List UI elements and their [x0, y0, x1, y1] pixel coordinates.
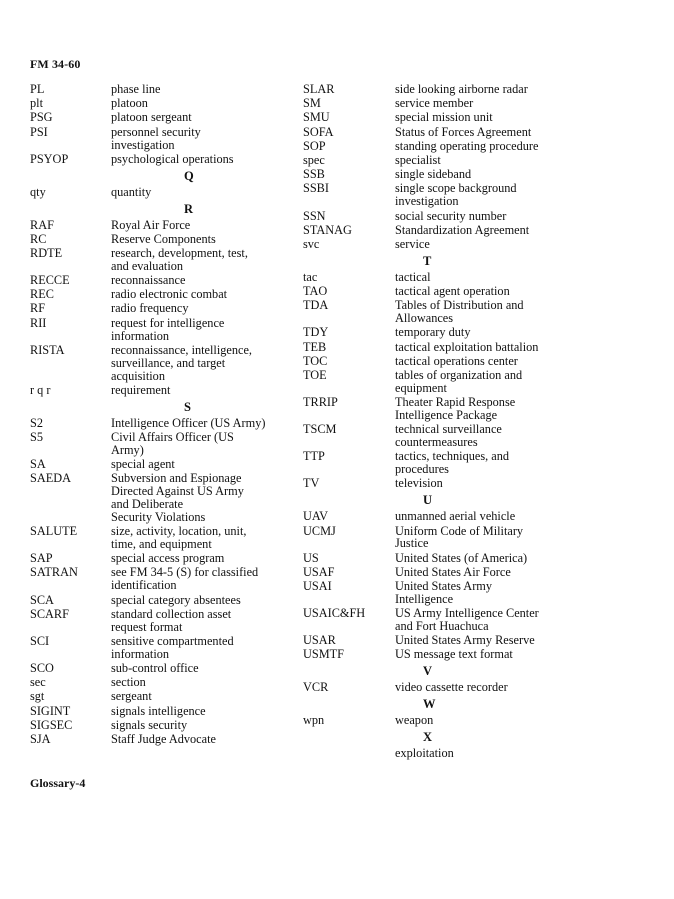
glossary-abbreviation: RISTA: [30, 342, 65, 357]
section-letter-x: X: [423, 730, 433, 745]
section-letter-v: V: [423, 664, 433, 679]
glossary-abbreviation: S5: [30, 429, 43, 444]
glossary-entry: [30, 153, 280, 166]
glossary-entry: [303, 140, 568, 153]
glossary-definition: United States Air Force: [395, 564, 511, 579]
glossary-abbreviation: SAP: [30, 551, 53, 566]
glossary-entry: [30, 458, 280, 471]
glossary-definition: sergeant: [111, 689, 152, 704]
glossary-definition: standing operating procedure: [395, 138, 539, 153]
glossary-definition: Standardization Agreement: [395, 222, 530, 237]
glossary-entry: [303, 355, 568, 368]
glossary-definition: United States Army Reserve: [395, 633, 535, 648]
glossary-abbreviation: tac: [303, 269, 318, 284]
section-letter-u: U: [423, 493, 433, 508]
glossary-entry: [30, 247, 280, 273]
glossary-definition: section: [111, 675, 146, 690]
section-letter-t: T: [423, 253, 432, 268]
glossary-definition: service member: [395, 96, 474, 111]
glossary-definition: tactical agent operation: [395, 284, 510, 299]
glossary-definition: quantity: [111, 184, 152, 199]
glossary-abbreviation: SCA: [30, 592, 54, 607]
glossary-definition: radio electronic combat: [111, 287, 228, 302]
glossary-abbreviation: sgt: [30, 689, 45, 704]
glossary-abbreviation: RC: [30, 231, 47, 246]
glossary-entry: [30, 608, 280, 634]
glossary-entry: [30, 552, 280, 565]
glossary-entry: [303, 210, 568, 223]
glossary-abbreviation: SATRAN: [30, 565, 78, 580]
glossary-abbreviation: sec: [30, 675, 46, 690]
glossary-definition: tactical operations center: [395, 353, 518, 368]
glossary-definition: single scope background investigation: [395, 181, 517, 209]
glossary-entry: [303, 747, 568, 760]
glossary-abbreviation: PL: [30, 82, 45, 96]
section-letter-s: S: [184, 399, 191, 414]
glossary-entry: [303, 238, 568, 251]
glossary-definition: special agent: [111, 457, 175, 471]
glossary-entry: [303, 525, 568, 551]
glossary-entry: [30, 344, 280, 383]
glossary-definition: social security number: [395, 208, 507, 223]
glossary-definition: platoon: [111, 96, 148, 111]
glossary-entry: [30, 317, 280, 343]
glossary-abbreviation: SSB: [303, 167, 325, 182]
glossary-definition: tactical: [395, 269, 431, 284]
glossary-definition: special category absentees: [111, 592, 241, 607]
page-footer-label: Glossary-4: [30, 776, 86, 790]
glossary-entry: [303, 634, 568, 647]
glossary-abbreviation: UAV: [303, 509, 329, 524]
glossary-abbreviation: qty: [30, 184, 46, 199]
glossary-definition: reconnaissance: [111, 273, 186, 288]
glossary-abbreviation: TOE: [303, 367, 327, 382]
glossary-abbreviation: SIGINT: [30, 703, 71, 718]
glossary-entry: [303, 580, 568, 606]
glossary-definition: specialist: [395, 153, 441, 168]
glossary-definition: tactical exploitation battalion: [395, 339, 539, 354]
glossary-entry: [303, 182, 568, 208]
glossary-entry: [30, 219, 280, 232]
glossary-abbreviation: SIGSEC: [30, 717, 73, 732]
glossary-definition: Intelligence Officer (US Army): [111, 415, 266, 430]
glossary-entry: [303, 450, 568, 476]
glossary-abbreviation: TRRIP: [303, 395, 338, 410]
glossary-definition: reconnaissance, intelligence, surveillance, and target acquisition: [111, 342, 253, 383]
glossary-definition: side looking airborne radar: [395, 82, 528, 96]
glossary-abbreviation: SOFA: [303, 124, 334, 139]
glossary-entry: [303, 341, 568, 354]
glossary-definition: unmanned aerial vehicle: [395, 509, 516, 524]
glossary-entry: [30, 302, 280, 315]
glossary-definition: technical surveillance countermeasures: [395, 422, 502, 450]
glossary-abbreviation: VCR: [303, 680, 329, 695]
glossary-abbreviation: SM: [303, 96, 321, 111]
glossary-entry: [30, 417, 280, 430]
glossary-entry: [303, 299, 568, 325]
section-letter-q: Q: [184, 168, 194, 183]
glossary-definition: Civil Affairs Officer (US Army): [111, 429, 234, 457]
glossary-definition: size, activity, location, unit, time, and equipment: [111, 524, 247, 552]
glossary-abbreviation: RF: [30, 301, 46, 316]
glossary-entry: [30, 83, 280, 96]
glossary-abbreviation: TAO: [303, 284, 328, 299]
glossary-abbreviation: SALUTE: [30, 524, 78, 539]
glossary-entry: [303, 607, 568, 633]
glossary-abbreviation: USAF: [303, 564, 335, 579]
glossary-definition: Staff Judge Advocate: [111, 731, 216, 746]
glossary-entry: [30, 111, 280, 124]
glossary-entry: [30, 472, 280, 524]
glossary-definition: temporary duty: [395, 325, 471, 340]
glossary-abbreviation: USMTF: [303, 647, 345, 662]
glossary-entry: [303, 510, 568, 523]
glossary-definition: Uniform Code of Military Justice: [395, 523, 524, 551]
glossary-definition: Status of Forces Agreement: [395, 124, 532, 139]
glossary-entry: [303, 126, 568, 139]
glossary-abbreviation: UCMJ: [303, 523, 336, 538]
glossary-definition: television: [395, 476, 443, 491]
glossary-definition: see FM 34-5 (S) for classified identification: [111, 565, 259, 593]
glossary-abbreviation: RII: [30, 315, 47, 330]
glossary-entry: [303, 552, 568, 565]
glossary-entry: [30, 431, 280, 457]
glossary-abbreviation: PSI: [30, 124, 48, 139]
glossary-definition: exploitation: [395, 746, 454, 761]
glossary-abbreviation: TSCM: [303, 422, 337, 437]
glossary-definition: request for intelligence information: [111, 315, 225, 343]
glossary-abbreviation: PSG: [30, 110, 53, 125]
glossary-entry: [303, 396, 568, 422]
glossary-abbreviation: USAIC&FH: [303, 606, 366, 621]
glossary-entry: [30, 676, 280, 689]
glossary-entry: [303, 83, 568, 96]
glossary-abbreviation: SLAR: [303, 82, 335, 96]
glossary-abbreviation: SSN: [303, 208, 326, 223]
glossary-definition: tables of organization and equipment: [395, 367, 523, 395]
glossary-definition: Tables of Distribution and Allowances: [395, 298, 524, 326]
glossary-entry: [303, 224, 568, 237]
glossary-entry: [30, 594, 280, 607]
glossary-abbreviation: SCI: [30, 633, 50, 648]
glossary-definition: signals security: [111, 717, 188, 732]
glossary-entry: [30, 566, 280, 592]
glossary-definition: weapon: [395, 713, 434, 728]
glossary-abbreviation: TOC: [303, 353, 328, 368]
glossary-definition: Royal Air Force: [111, 217, 191, 232]
glossary-entry: [30, 662, 280, 675]
glossary-definition: US Army Intelligence Center and Fort Huachuca: [395, 606, 539, 634]
glossary-definition: video cassette recorder: [395, 680, 508, 695]
section-letter-w: W: [423, 697, 436, 712]
glossary-entry: [30, 733, 280, 746]
glossary-definition: sub-control office: [111, 660, 199, 675]
glossary-entry: [30, 690, 280, 703]
glossary-abbreviation: TDA: [303, 298, 329, 313]
glossary-abbreviation: SCO: [30, 660, 54, 675]
glossary-entry: [30, 233, 280, 246]
glossary-definition: personnel security investigation: [111, 124, 201, 152]
glossary-entry: [303, 477, 568, 490]
glossary-entry: [303, 154, 568, 167]
glossary-abbreviation: SSBI: [303, 181, 329, 196]
glossary-definition: Theater Rapid Response Intelligence Package: [395, 395, 516, 422]
glossary-definition: platoon sergeant: [111, 110, 192, 125]
glossary-entry: [30, 186, 280, 199]
glossary-abbreviation: plt: [30, 96, 43, 111]
glossary-definition: US message text format: [395, 647, 513, 662]
glossary-definition: tactics, techniques, and procedures: [395, 449, 510, 477]
glossary-entry: [303, 271, 568, 284]
glossary-abbreviation: SMU: [303, 110, 330, 125]
glossary-entry: [303, 168, 568, 181]
glossary-entry: [30, 635, 280, 661]
glossary-abbreviation: TTP: [303, 449, 325, 464]
glossary-entry: [303, 714, 568, 727]
glossary-abbreviation: USAR: [303, 633, 336, 648]
glossary-definition: psychological operations: [111, 151, 234, 166]
glossary-abbreviation: r q r: [30, 382, 51, 397]
glossary-entry: [30, 97, 280, 110]
glossary-definition: special mission unit: [395, 110, 493, 125]
glossary-entry: [303, 648, 568, 661]
glossary-abbreviation: wpn: [303, 713, 325, 728]
glossary-definition: phase line: [111, 82, 161, 96]
glossary-entry: [303, 97, 568, 110]
glossary-abbreviation: spec: [303, 153, 325, 168]
glossary-abbreviation: TDY: [303, 325, 329, 340]
glossary-entry: [303, 681, 568, 694]
glossary-entry: [30, 719, 280, 732]
glossary-definition: Subversion and Espionage Directed Against US Army and Deliberate Security Violations: [111, 471, 244, 524]
glossary-entry: [303, 369, 568, 395]
glossary-abbreviation: RECCE: [30, 273, 70, 288]
glossary-entry: [303, 285, 568, 298]
page-header-title: FM 34-60: [30, 57, 81, 71]
glossary-definition: research, development, test, and evaluation: [111, 245, 248, 273]
glossary-right-column: [303, 83, 568, 760]
glossary-abbreviation: SOP: [303, 138, 326, 153]
glossary-definition: United States Army Intelligence: [395, 579, 492, 606]
glossary-definition: signals intelligence: [111, 703, 206, 718]
glossary-abbreviation: STANAG: [303, 222, 352, 237]
glossary-abbreviation: SJA: [30, 731, 51, 746]
glossary-abbreviation: TV: [303, 476, 320, 491]
glossary-entry: [30, 525, 280, 551]
glossary-entry: [303, 423, 568, 449]
glossary-definition: requirement: [111, 382, 171, 397]
glossary-entry: [30, 384, 280, 397]
section-letter-r: R: [184, 201, 194, 216]
glossary-entry: [303, 566, 568, 579]
glossary-abbreviation: S2: [30, 415, 43, 430]
glossary-entry: [30, 126, 280, 152]
glossary-entry: [303, 111, 568, 124]
glossary-definition: special access program: [111, 551, 225, 566]
glossary-abbreviation: svc: [303, 236, 320, 251]
glossary-abbreviation: USAI: [303, 579, 332, 594]
glossary-definition: United States (of America): [395, 550, 528, 565]
glossary-abbreviation: REC: [30, 287, 54, 302]
glossary-abbreviation: SA: [30, 457, 46, 471]
glossary-entry: [30, 274, 280, 287]
glossary-definition: service: [395, 236, 430, 251]
glossary-definition: standard collection asset request format: [111, 606, 232, 634]
glossary-entry: [30, 705, 280, 718]
glossary-abbreviation: SCARF: [30, 606, 69, 621]
glossary-abbreviation: PSYOP: [30, 151, 69, 166]
glossary-entry: [303, 326, 568, 339]
glossary-definition: radio frequency: [111, 301, 189, 316]
glossary-entry: [30, 288, 280, 301]
glossary-abbreviation: US: [303, 550, 319, 565]
glossary-definition: single sideband: [395, 167, 472, 182]
glossary-definition: Reserve Components: [111, 231, 216, 246]
glossary-left-column: [30, 83, 280, 746]
glossary-abbreviation: TEB: [303, 339, 327, 354]
glossary-definition: sensitive compartmented information: [111, 633, 234, 661]
glossary-abbreviation: RDTE: [30, 245, 63, 260]
glossary-abbreviation: RAF: [30, 217, 54, 232]
glossary-abbreviation: SAEDA: [30, 471, 71, 486]
